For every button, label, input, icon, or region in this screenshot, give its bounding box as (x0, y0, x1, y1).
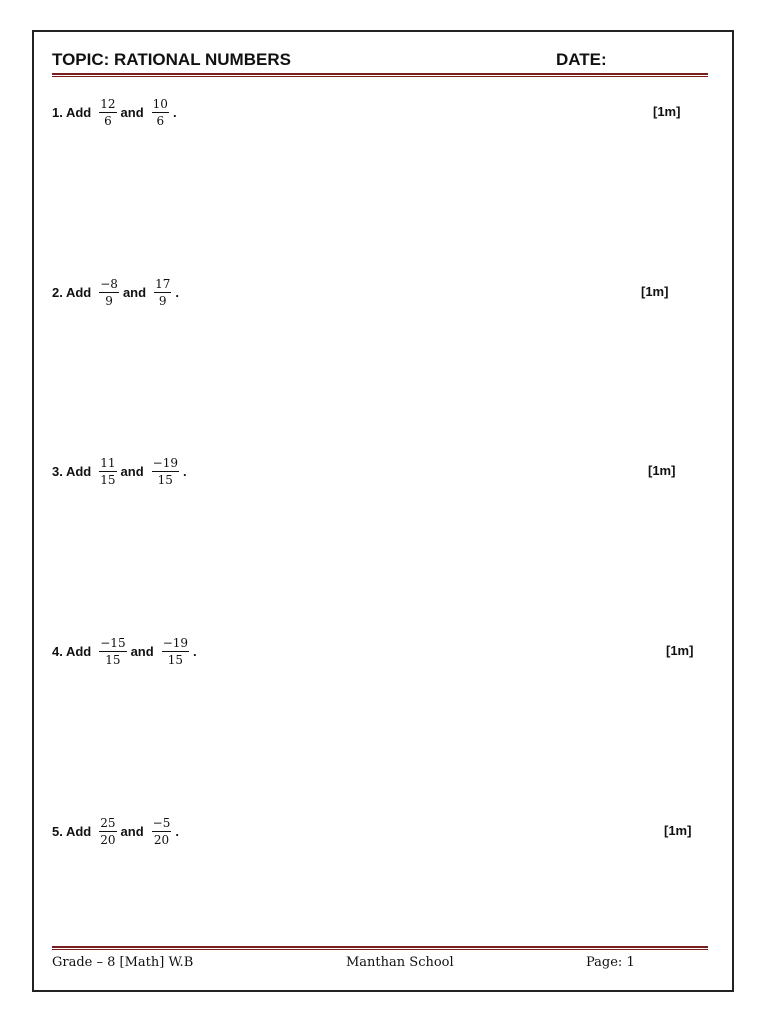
marks-label: [1m] (653, 104, 681, 119)
question-prefix: 1. Add (52, 104, 92, 120)
period: . (172, 104, 177, 120)
numerator: 12 (100, 96, 116, 111)
conjunction: and (122, 284, 147, 300)
period: . (193, 643, 197, 659)
numerator: −8 (100, 276, 118, 291)
numerator: −19 (152, 455, 178, 470)
question-4 (52, 631, 197, 671)
period: . (175, 284, 179, 300)
numerator: −19 (162, 635, 189, 650)
denominator: 9 (158, 293, 167, 308)
question-1 (52, 92, 177, 132)
conjunction: and (120, 823, 144, 839)
fraction-a (99, 636, 126, 667)
denominator: 15 (105, 652, 121, 667)
fraction-a (99, 816, 116, 847)
fraction-a (99, 97, 116, 128)
denominator: 20 (100, 832, 116, 847)
worksheet-header (52, 50, 708, 74)
question-2 (52, 272, 179, 312)
question-3 (52, 451, 187, 491)
period: . (182, 463, 187, 479)
question-prefix: 5. Add (52, 823, 92, 839)
denominator: 15 (100, 472, 116, 487)
marks-label: [1m] (641, 284, 669, 299)
question-prefix: 2. Add (52, 284, 92, 300)
header-rule (52, 73, 708, 77)
numerator: 10 (152, 96, 168, 111)
fraction-b (152, 816, 172, 847)
date-label: DATE: (556, 50, 607, 69)
fraction-b (162, 636, 189, 667)
marks-label: [1m] (664, 823, 692, 838)
denominator: 9 (105, 293, 113, 308)
marks-label: [1m] (666, 643, 694, 658)
numerator: 17 (155, 276, 171, 291)
denominator: 6 (156, 113, 165, 128)
marks-label: [1m] (648, 463, 676, 478)
question-prefix: 3. Add (52, 463, 92, 479)
footer-school: Manthan School (346, 955, 454, 970)
footer-page-number: Page: 1 (586, 955, 635, 970)
question-prefix: 4. Add (52, 643, 92, 659)
fraction-b (152, 97, 169, 128)
conjunction: and (120, 104, 144, 120)
footer-rule (52, 946, 708, 950)
question-5 (52, 811, 179, 851)
denominator: 15 (167, 652, 183, 667)
denominator: 6 (104, 113, 112, 128)
numerator: 25 (100, 815, 116, 830)
fraction-a (99, 277, 119, 308)
denominator: 15 (157, 472, 173, 487)
topic-title: TOPIC: RATIONAL NUMBERS (52, 50, 291, 69)
numerator: −15 (100, 635, 126, 650)
numerator: 11 (100, 455, 116, 470)
footer-grade: Grade – 8 [Math] W.B (52, 955, 194, 970)
period: . (175, 823, 179, 839)
numerator: −5 (152, 815, 171, 830)
fraction-a (99, 456, 116, 487)
fraction-b (152, 456, 179, 487)
conjunction: and (130, 643, 154, 659)
denominator: 20 (153, 832, 170, 847)
page-footer (52, 955, 708, 975)
fraction-b (154, 277, 171, 308)
conjunction: and (120, 463, 144, 479)
